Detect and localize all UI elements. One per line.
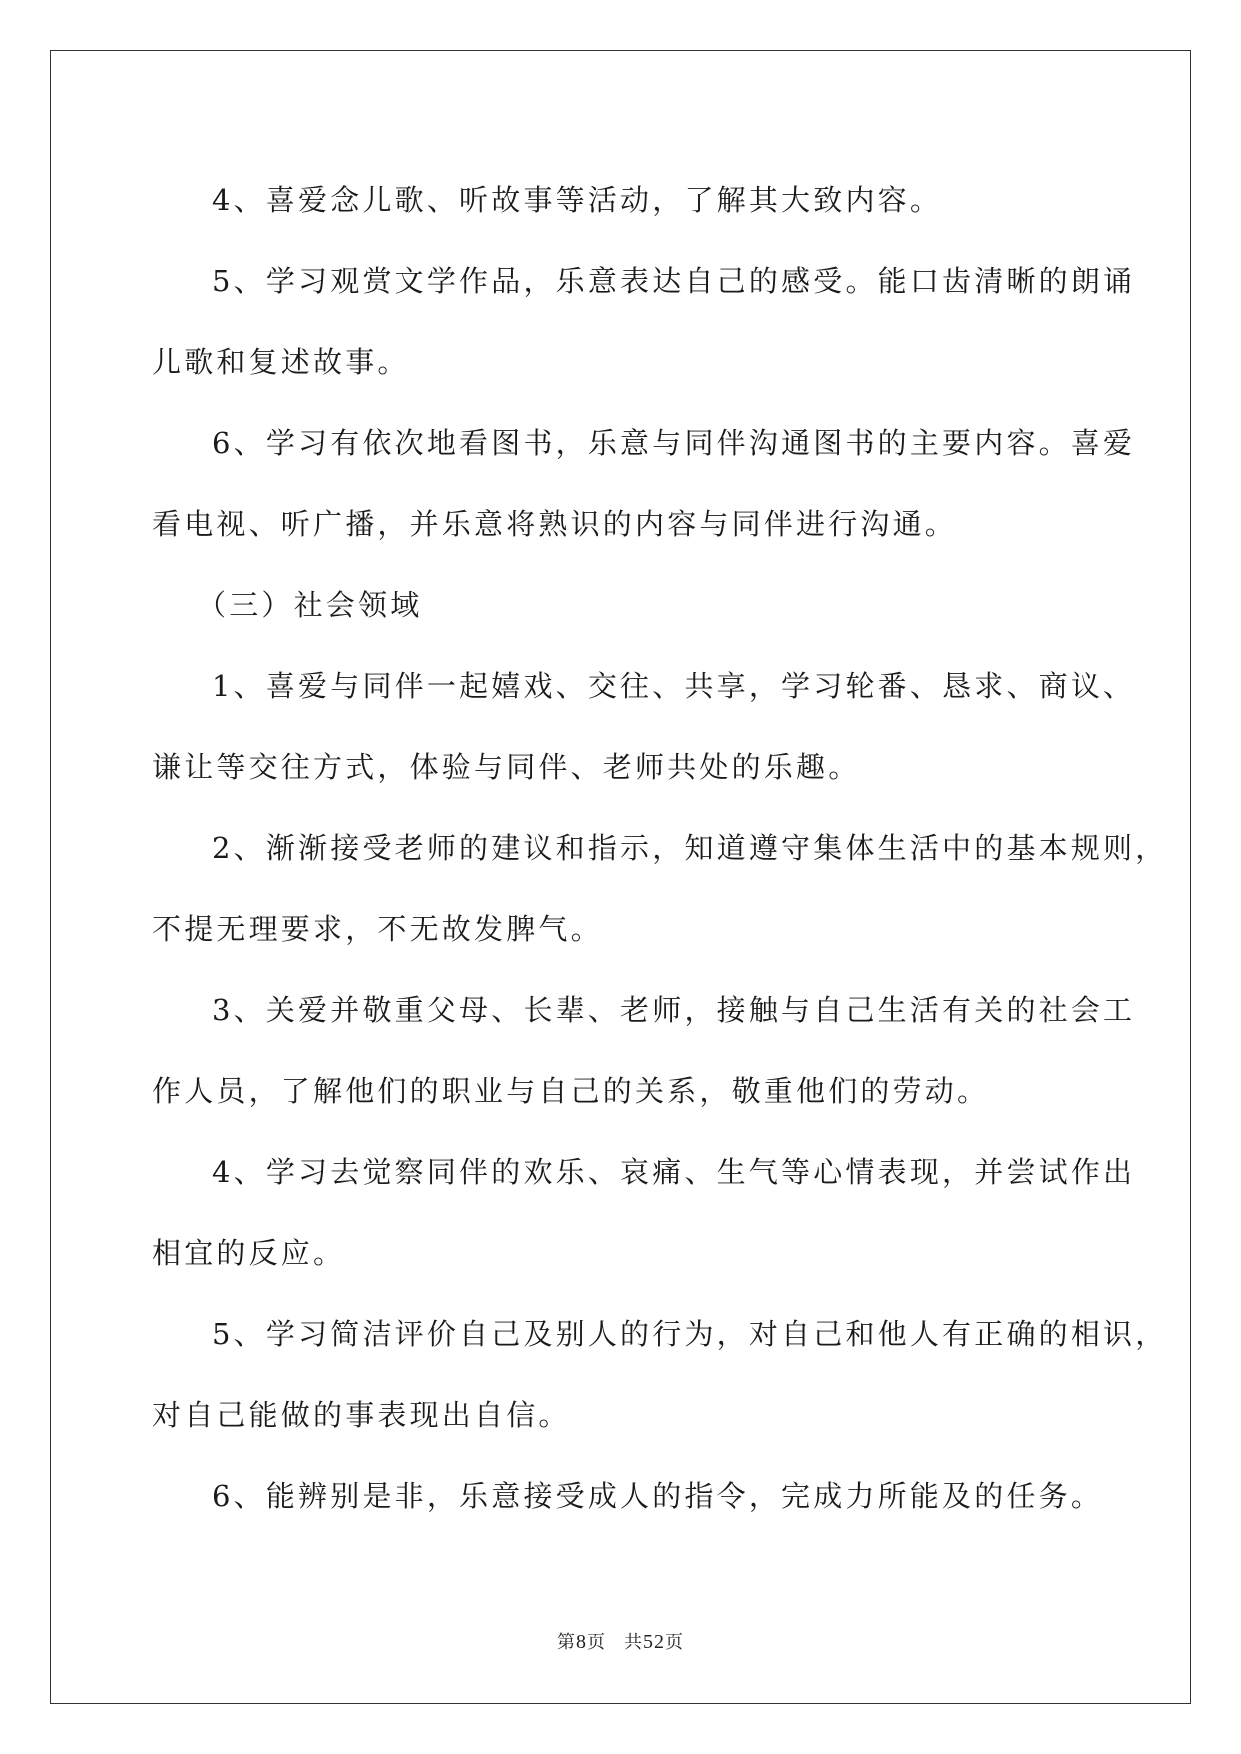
- paragraph-line: 4、学习去觉察同伴的欢乐、哀痛、生气等心情表现，并尝试作出: [212, 1155, 1136, 1189]
- paragraph: [152, 808, 1168, 889]
- paragraph-continuation: [152, 1375, 1090, 1456]
- section-heading: [152, 565, 1090, 646]
- paragraph: [152, 1294, 1168, 1375]
- paragraph-line: 谦让等交往方式，体验与同伴、老师共处的乐趣。: [152, 750, 861, 784]
- paragraph-line: 6、能辨别是非，乐意接受成人的指令，完成力所能及的任务。: [212, 1479, 1104, 1513]
- paragraph-line: 作人员，了解他们的职业与自己的关系，敬重他们的劳动。: [152, 1074, 990, 1108]
- paragraph: [152, 403, 1136, 484]
- paragraph: [152, 1456, 1104, 1537]
- total-suffix: 页: [665, 1632, 684, 1653]
- paragraph-line: 1、喜爱与同伴一起嬉戏、交往、共享，学习轮番、恳求、商议、: [212, 669, 1136, 703]
- paragraph-line: 5、学习简洁评价自己及别人的行为，对自己和他人有正确的相识，: [212, 1317, 1168, 1351]
- paragraph-line: 6、学习有依次地看图书，乐意与同伴沟通图书的主要内容。喜爱: [212, 426, 1136, 460]
- paragraph-line: 4、喜爱念儿歌、听故事等活动，了解其大致内容。: [212, 183, 943, 217]
- paragraph: [152, 160, 1090, 241]
- paragraph-continuation: [152, 889, 1090, 970]
- total-pages: 52: [643, 1631, 665, 1653]
- paragraph: [152, 241, 1136, 322]
- paragraph-line: 不提无理要求，不无故发脾气。: [152, 912, 603, 946]
- page-suffix: 页: [587, 1632, 606, 1653]
- paragraph-continuation: [152, 322, 1090, 403]
- paragraph-line: 3、关爱并敬重父母、长辈、老师，接触与自己生活有关的社会工: [212, 993, 1136, 1027]
- paragraph: [152, 1132, 1136, 1213]
- paragraph-line: 对自己能做的事表现出自信。: [152, 1398, 571, 1432]
- paragraph-line: 看电视、听广播，并乐意将熟识的内容与同伴进行沟通。: [152, 507, 958, 541]
- paragraph: [152, 646, 1136, 727]
- paragraph-continuation: [152, 727, 1090, 808]
- total-prefix: 共: [624, 1632, 643, 1653]
- page-footer: [0, 1628, 1241, 1654]
- document-body: [152, 160, 1168, 1537]
- paragraph-continuation: [152, 484, 1090, 565]
- paragraph-continuation: [152, 1213, 1090, 1294]
- paragraph: [152, 970, 1136, 1051]
- paragraph-line: 5、学习观赏文学作品，乐意表达自己的感受。能口齿清晰的朗诵: [212, 264, 1136, 298]
- page-number: 8: [576, 1631, 587, 1653]
- paragraph-line: 相宜的反应。: [152, 1236, 346, 1270]
- paragraph-line: 2、渐渐接受老师的建议和指示，知道遵守集体生活中的基本规则，: [212, 831, 1168, 865]
- page-prefix: 第: [557, 1632, 576, 1653]
- paragraph-line: 儿歌和复述故事。: [152, 345, 410, 379]
- section-heading-text: （三）社会领域: [197, 588, 423, 622]
- paragraph-continuation: [152, 1051, 1090, 1132]
